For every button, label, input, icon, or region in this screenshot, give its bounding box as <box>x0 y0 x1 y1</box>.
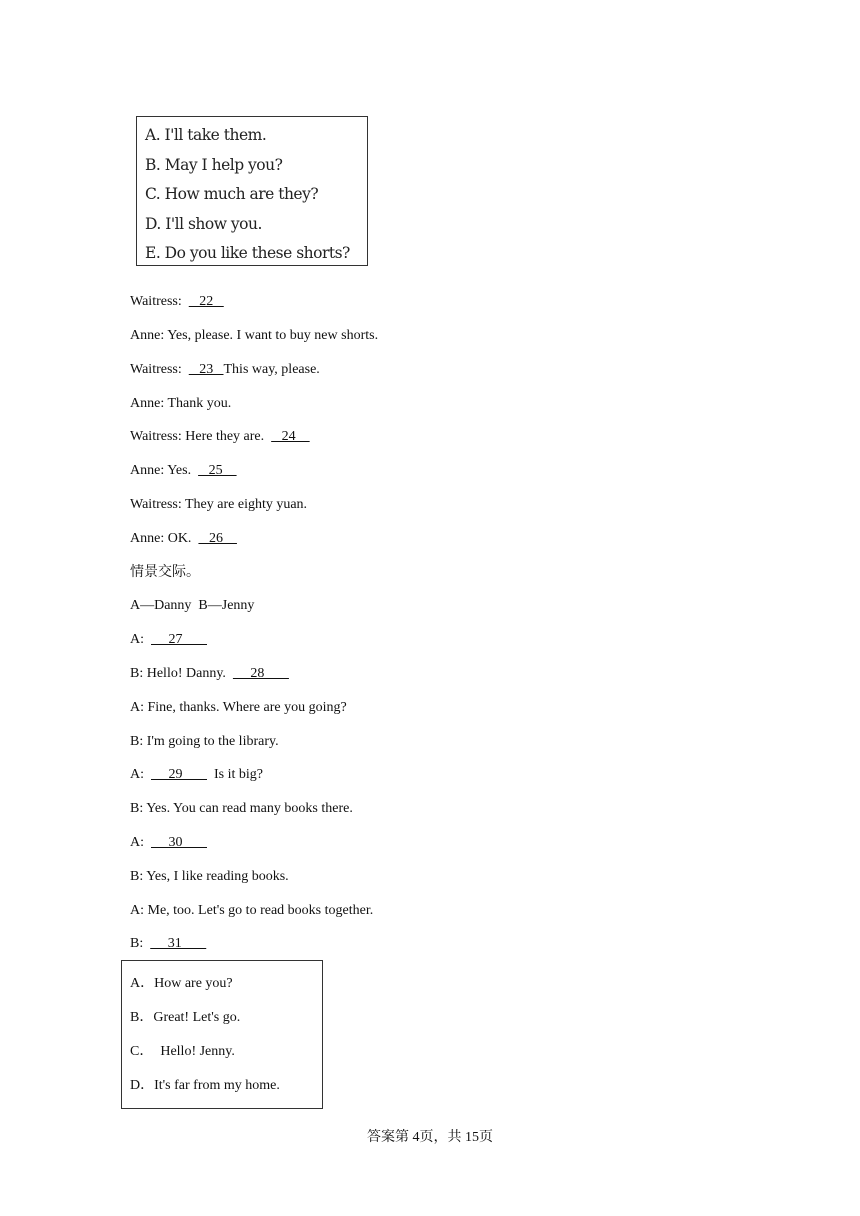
option-b: B. May I help you? <box>145 155 283 174</box>
dialogue-line: Waitress: 22 <box>130 294 224 309</box>
options-box-1 <box>136 116 368 266</box>
characters-line: A—Danny B—Jenny <box>130 598 255 613</box>
option-c: C． Hello! Jenny. <box>130 1044 235 1059</box>
dialogue-line: Anne: Thank you. <box>130 396 232 411</box>
dialogue-line: B: 31 <box>130 936 207 951</box>
dialogue-line: Anne: Yes, please. I want to buy new shorts. <box>130 328 379 343</box>
dialogue-line: B: Yes. You can read many books there. <box>130 801 353 816</box>
dialogue-line: Waitress: Here they are. 24 <box>130 429 310 444</box>
dialogue-line: A: Me, too. Let's go to read books together. <box>130 903 374 918</box>
blank-27: 27 <box>151 632 207 647</box>
option-a: A．How are you? <box>130 976 233 991</box>
dialogue-line: B: Hello! Danny. 28 <box>130 666 289 681</box>
options-box-2 <box>121 960 323 1109</box>
option-b: B．Great! Let's go. <box>130 1010 241 1025</box>
blank-24: 24 <box>271 429 310 444</box>
blank-28: 28 <box>232 666 289 681</box>
blank-31: 31 <box>150 936 207 951</box>
option-e: E. Do you like these shorts? <box>145 244 350 262</box>
blank-26: 26 <box>198 531 237 546</box>
option-d: D．It's far from my home. <box>130 1078 280 1093</box>
dialogue-line: B: I'm going to the library. <box>130 734 279 749</box>
blank-22: 22 <box>188 294 224 309</box>
dialogue-line: Waitress: They are eighty yuan. <box>130 497 308 512</box>
option-d: D. I'll show you. <box>145 214 262 233</box>
dialogue-line: A: 27 <box>130 632 207 647</box>
blank-25: 25 <box>198 463 237 478</box>
dialogue-line: A: 29 Is it big? <box>130 767 263 782</box>
dialogue-line: A: Fine, thanks. Where are you going? <box>130 700 347 715</box>
blank-29: 29 <box>151 767 207 782</box>
dialogue-line: Anne: OK. 26 <box>130 531 237 546</box>
dialogue-line: B: Yes, I like reading books. <box>130 869 289 884</box>
dialogue-line: A: 30 <box>130 835 207 850</box>
blank-30: 30 <box>151 835 207 850</box>
option-a: A. I'll take them. <box>145 126 267 144</box>
blank-23: 23 <box>188 362 224 377</box>
option-c: C. How much are they? <box>145 185 319 203</box>
section-title: 情景交际。 <box>130 565 200 580</box>
dialogue-line: Anne: Yes. 25 <box>130 463 237 478</box>
dialogue-line: Waitress: 23 This way, please. <box>130 362 320 377</box>
page-footer: 答案第 4页，共 15页 <box>367 1130 493 1145</box>
